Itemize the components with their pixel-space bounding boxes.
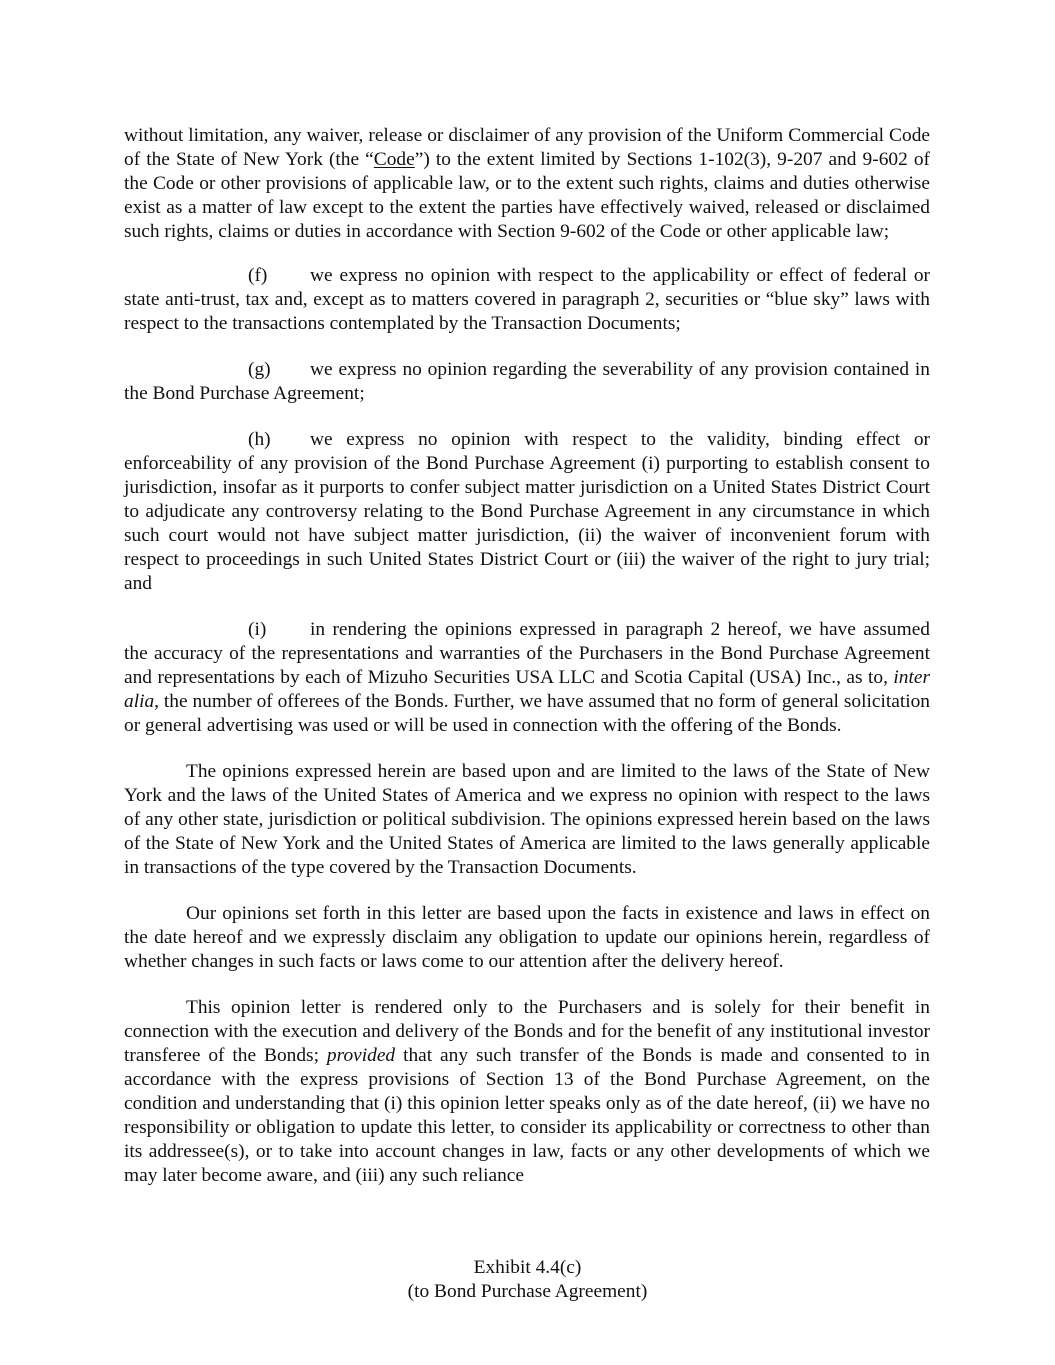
item-h-text: we express no opinion with respect to the validity, binding effect or enforceability of any provision of the Bond Purchase Agreement (i) purporting to establish consent to jurisdiction, insofar as it purports to confer subject matter jurisdiction on a United States District Court to adjudicate any controversy relating to the Bond Purchase Agreement in any circumstance in which such court would not have subject matter jurisdiction, (ii) the waiver of inconvenient forum with respect to proceedings in such United States District Court or (iii) the waiver of the right to jury trial; and — [124, 429, 930, 594]
defined-term-code: Code — [373, 149, 415, 170]
exhibit-reference: (to Bond Purchase Agreement) — [407, 1281, 648, 1302]
item-i-text-end: , the number of offerees of the Bonds. Further, we have assumed that no form of general solicitation or general advertising was used or will be used in connection with the offering of the Bonds. — [124, 691, 930, 736]
reliance-text-start: This opinion letter is rendered only to the Purchasers and is solely for their benefit in connection with the execution and delivery of the Bonds and for the benefit of any institutional investor transferee of the Bonds; — [124, 997, 930, 1066]
reliance-text-end: that any such transfer of the Bonds is made and consented to in accordance with the express provisions of Section 13 of the Bond Purchase Agreement, on the condition and understanding that (i) this opinion letter speaks only as of the date hereof, (ii) we have no responsibility or obligation to update this letter, to consider its applicability or correctness to other than its addressee(s), or to take into account changes in law, facts or any other developments of which we may later become aware, and (iii) any such reliance — [124, 1045, 930, 1186]
document-body — [124, 124, 930, 1210]
item-f-text: we express no opinion with respect to the applicability or effect of federal or state anti-trust, tax and, except as to matters covered in paragraph 2, securities or “blue sky” laws with respect to the transactions contemplated by the Transaction Documents; — [124, 265, 930, 334]
page-footer — [0, 1256, 1055, 1304]
item-i-italic-term: inter alia — [124, 667, 930, 712]
item-i-text-start: in rendering the opinions expressed in paragraph 2 hereof, we have assumed the accuracy of the representations and warranties of the Purchasers in the Bond Purchase Agreement and representations by each of Mizuho Securities USA LLC and Scotia Capital (USA) Inc., as to, — [124, 619, 930, 688]
reliance-paragraph — [124, 996, 930, 1188]
item-h-label: (h) — [248, 429, 271, 450]
facts-paragraph: Our opinions set forth in this letter are based upon the facts in existence and laws in effect on the date hereof and we expressly disclaim any obligation to update our opinions herein, regardless of whether changes in such facts or laws come to our attention after the delivery hereof. — [124, 903, 930, 972]
item-g-label: (g) — [248, 359, 271, 380]
continuation-text-end: ”) to the extent limited by Sections 1-102(3), 9-207 and 9-602 of the Code or other provisions of applicable law, or to the extent such rights, claims and duties otherwise exist as a matter of law except to the extent the parties have effectively waived, released or disclaimed such rights, claims or duties in accordance with Section 9-602 of the Code or other applicable law; — [124, 149, 930, 242]
item-g-paragraph — [124, 358, 930, 406]
reliance-italic-term: provided — [326, 1045, 396, 1066]
item-i-paragraph — [124, 618, 930, 738]
item-h-paragraph — [124, 428, 930, 596]
item-g-text: we express no opinion regarding the severability of any provision contained in the Bond Purchase Agreement; — [124, 359, 930, 404]
item-f-label: (f) — [248, 265, 268, 286]
continuation-paragraph — [124, 124, 930, 244]
item-i-label: (i) — [248, 619, 267, 640]
continuation-text-start: without limitation, any waiver, release or disclaimer of any provision of the Uniform Commercial Code of the State of New York (the “ — [124, 125, 930, 170]
exhibit-label: Exhibit 4.4(c) — [473, 1257, 582, 1278]
item-f-paragraph — [124, 264, 930, 336]
governing-laws-paragraph: The opinions expressed herein are based upon and are limited to the laws of the State of New York and the laws of the United States of America and we express no opinion with respect to the laws of any other state, jurisdiction or political subdivision. The opinions expressed herein based on the laws of the State of New York and the United States of America are limited to the laws generally applicable in transactions of the type covered by the Transaction Documents. — [124, 761, 930, 878]
